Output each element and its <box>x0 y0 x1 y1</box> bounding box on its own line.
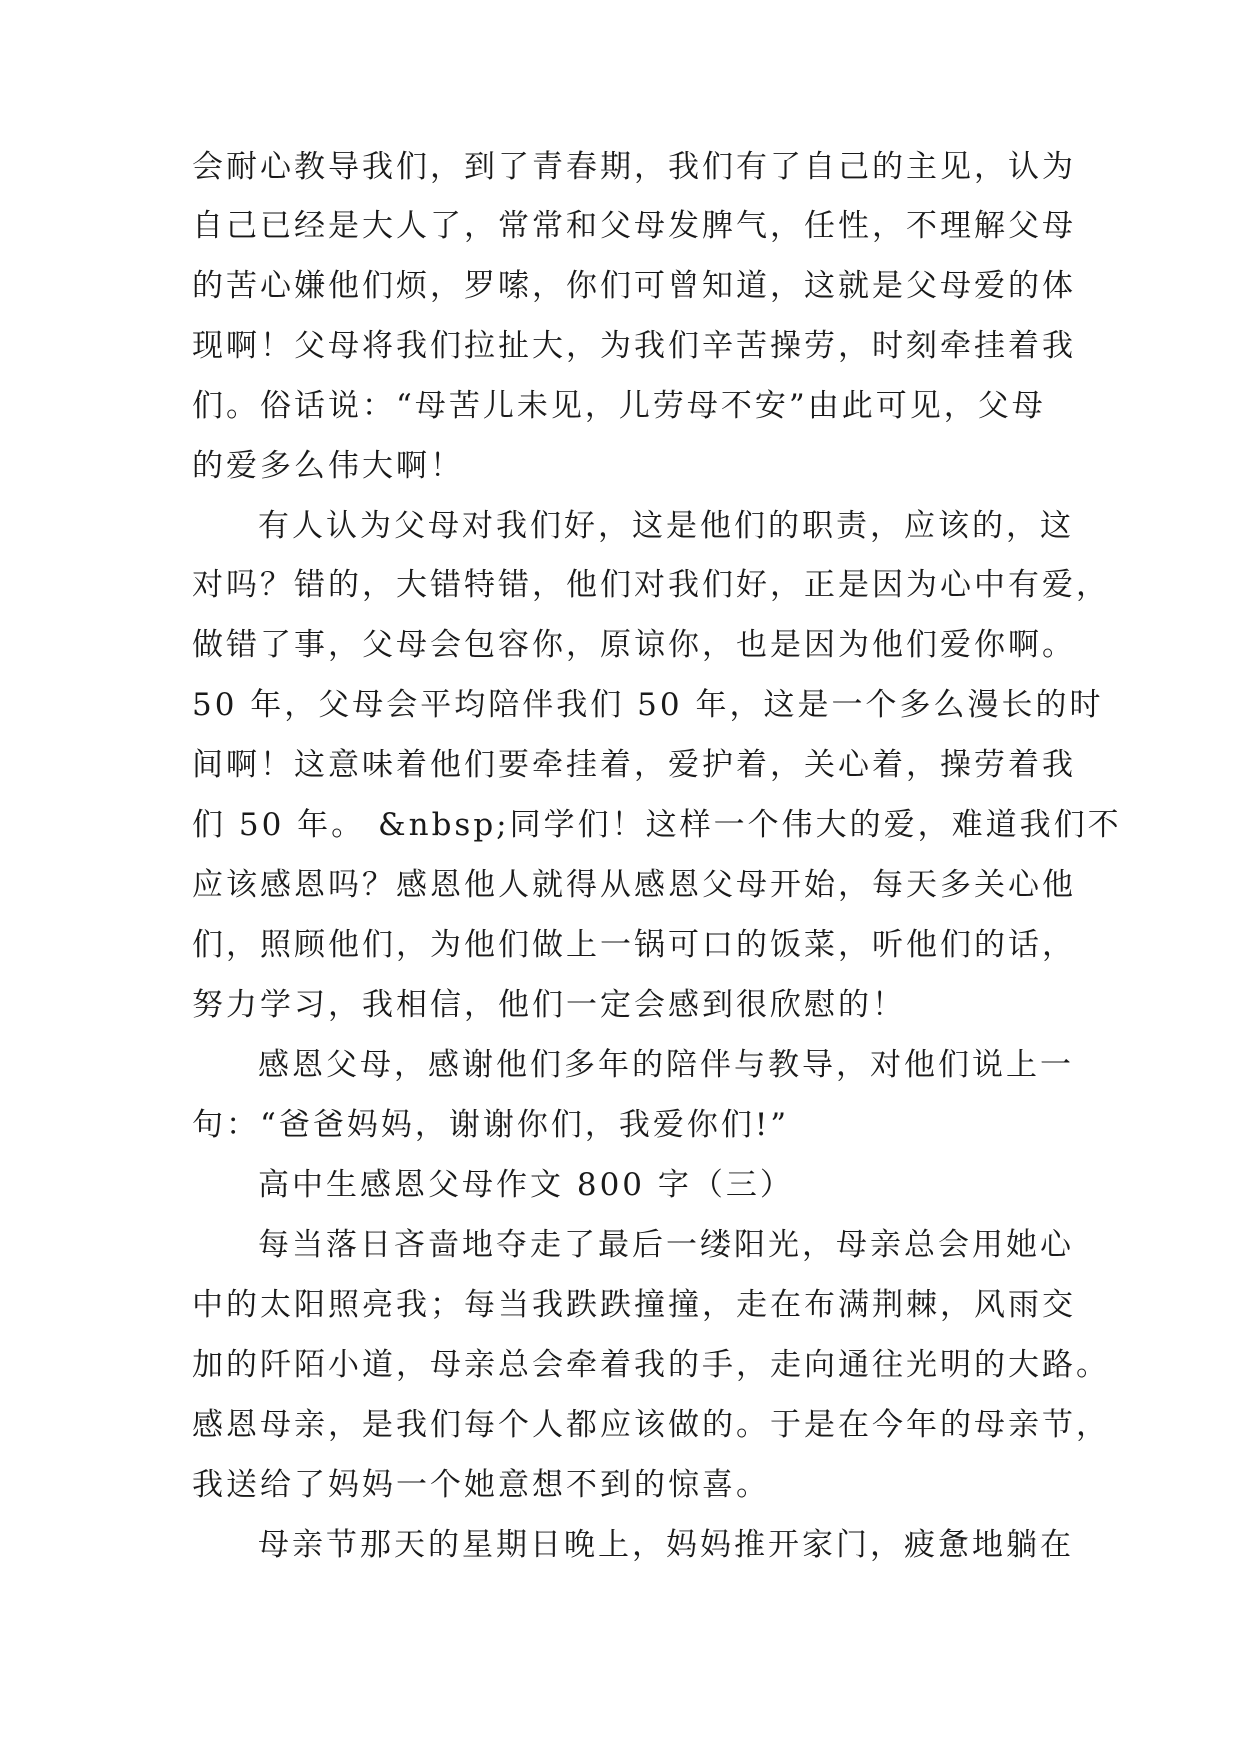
text-line: 应该感恩吗？感恩他人就得从感恩父母开始，每天多关心他 <box>192 867 1076 903</box>
text-line: 们。俗话说：“母苦儿未见，儿劳母不安”由此可见，父母 <box>192 388 1046 424</box>
text-line: 的爱多么伟大啊！ <box>192 448 464 484</box>
text-line: 会耐心教导我们，到了青春期，我们有了自己的主见，认为 <box>192 149 1076 185</box>
text-line: 加的阡陌小道，母亲总会牵着我的手，走向通往光明的大路。 <box>192 1347 1110 1383</box>
text-line: 的苦心嫌他们烦，罗嗦，你们可曾知道，这就是父母爱的体 <box>192 268 1076 304</box>
text-line: 们 50 年。 &nbsp;同学们！这样一个伟大的爱，难道我们不 <box>192 807 1122 843</box>
text-line: 做错了事，父母会包容你，原谅你，也是因为他们爱你啊。 <box>192 627 1076 663</box>
text-line: 句：“爸爸妈妈，谢谢你们，我爱你们!” <box>192 1107 790 1143</box>
text-line: 对吗？错的，大错特错，他们对我们好，正是因为心中有爱， <box>192 567 1110 603</box>
text-line: 50 年，父母会平均陪伴我们 50 年，这是一个多么漫长的时 <box>192 687 1104 723</box>
text-line: 间啊！这意味着他们要牵挂着，爱护着，关心着，操劳着我 <box>192 747 1076 783</box>
paragraph-first-line: 有人认为父母对我们好，这是他们的职责，应该的，这 <box>258 508 1074 544</box>
text-line: 努力学习，我相信，他们一定会感到很欣慰的！ <box>192 987 906 1023</box>
paragraph-first-line: 母亲节那天的星期日晚上，妈妈推开家门，疲惫地躺在 <box>258 1527 1074 1563</box>
text-line: 自己已经是大人了，常常和父母发脾气，任性，不理解父母 <box>192 208 1076 244</box>
paragraph-first-line: 每当落日吝啬地夺走了最后一缕阳光，母亲总会用她心 <box>258 1227 1074 1263</box>
text-line: 们，照顾他们，为他们做上一锅可口的饭菜，听他们的话， <box>192 927 1076 963</box>
text-line: 感恩母亲，是我们每个人都应该做的。于是在今年的母亲节， <box>192 1407 1110 1443</box>
text-line: 中的太阳照亮我；每当我跌跌撞撞，走在布满荆棘，风雨交 <box>192 1287 1076 1323</box>
text-line: 现啊！父母将我们拉扯大，为我们辛苦操劳，时刻牵挂着我 <box>192 328 1076 364</box>
text-line: 我送给了妈妈一个她意想不到的惊喜。 <box>192 1467 770 1503</box>
paragraph-first-line: 感恩父母，感谢他们多年的陪伴与教导，对他们说上一 <box>258 1047 1074 1083</box>
section-heading: 高中生感恩父母作文 800 字（三） <box>258 1167 794 1203</box>
